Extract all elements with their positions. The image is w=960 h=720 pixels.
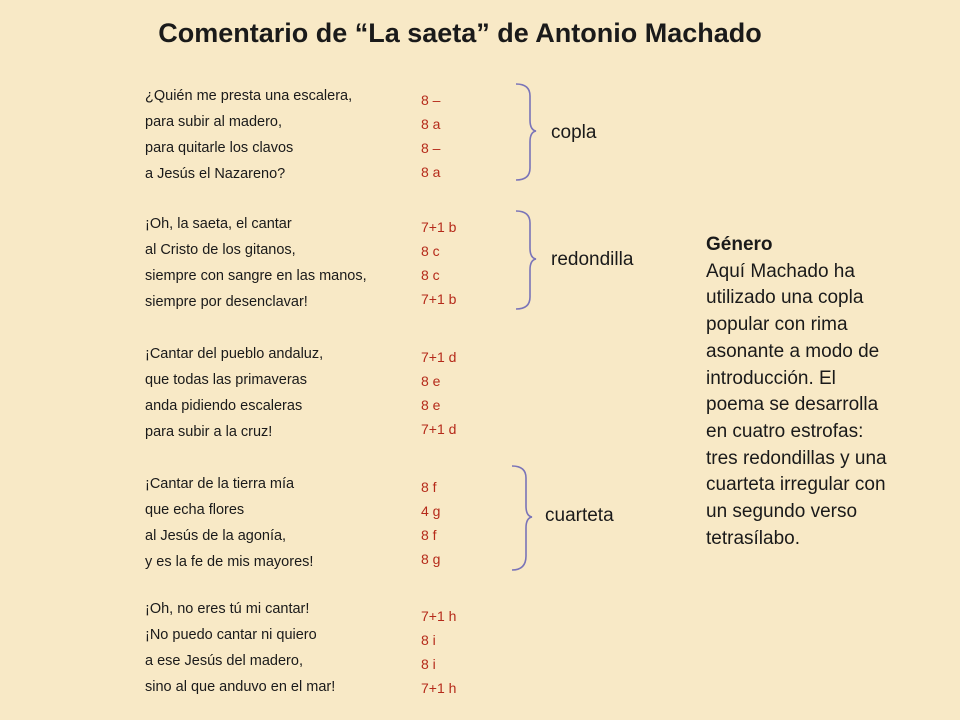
page-title: Comentario de “La saeta” de Antonio Machado [158, 18, 762, 48]
verse-line: ¡Oh, no eres tú mi cantar! [145, 601, 310, 617]
genre-section [706, 232, 936, 552]
meter-line: 7+1 d [421, 421, 457, 437]
genre-line: poema se desarrolla [706, 394, 879, 416]
genre-heading: Género [706, 234, 773, 255]
meter-line: 8 e [421, 397, 441, 413]
verse-line: al Jesús de la agonía, [145, 528, 287, 544]
verse-line: y es la fe de mis mayores! [145, 554, 314, 570]
brace-cuarteta-icon [508, 464, 534, 572]
verse-line: para subir al madero, [145, 114, 283, 130]
verse-line: al Cristo de los gitanos, [145, 242, 296, 258]
genre-line: popular con rima [706, 314, 848, 336]
meter-line: 7+1 b [421, 219, 457, 235]
verse-line: que echa flores [145, 502, 245, 518]
meter-line: 8 a [421, 164, 441, 180]
genre-line: cuarteta irregular con [706, 474, 886, 496]
verse-line: para subir a la cruz! [145, 424, 273, 440]
meter-line: 8 c [421, 267, 440, 283]
verse-line: ¡Cantar de la tierra mía [145, 476, 295, 492]
meter-line: 8 f [421, 527, 437, 543]
verse-line: siempre por desenclavar! [145, 294, 308, 310]
stanza-2 [145, 211, 367, 315]
verse-line: anda pidiendo escaleras [145, 398, 303, 414]
stanza-1 [145, 83, 352, 187]
genre-line: Aquí Machado ha [706, 260, 855, 282]
brace-redondilla-icon [512, 209, 538, 311]
meter-line: 8 a [421, 116, 441, 132]
meter-line: 4 g [421, 503, 441, 519]
meter-line: 8 i [421, 632, 436, 648]
meter-line: 7+1 d [421, 349, 457, 365]
verse-line: a Jesús el Nazareno? [145, 166, 286, 182]
meter-line: 7+1 h [421, 608, 457, 624]
label-redondilla: redondilla [551, 249, 634, 270]
genre-line: utilizado una copla [706, 287, 864, 309]
verse-line: ¡Cantar del pueblo andaluz, [145, 346, 324, 362]
brace-copla-icon [512, 82, 538, 182]
genre-line: en cuatro estrofas: [706, 420, 864, 442]
label-copla: copla [551, 122, 597, 143]
verse-line: ¿Quién me presta una escalera, [145, 88, 353, 104]
verse-line: ¡Oh, la saeta, el cantar [145, 216, 292, 232]
meter-line: 8 – [421, 140, 441, 156]
stanza-3 [145, 341, 323, 445]
meter-line: 8 – [421, 92, 441, 108]
verse-line: sino al que anduvo en el mar! [145, 679, 336, 695]
verse-line: siempre con sangre en las manos, [145, 268, 367, 284]
verse-line: ¡No puedo cantar ni quiero [145, 627, 317, 643]
meter-line: 8 f [421, 479, 437, 495]
label-cuarteta: cuarteta [545, 505, 614, 526]
meter-1 [421, 88, 440, 184]
meter-line: 8 g [421, 551, 441, 567]
meter-3 [421, 345, 456, 441]
genre-line: un segundo verso [706, 501, 858, 523]
meter-line: 8 e [421, 373, 441, 389]
meter-line: 8 c [421, 243, 440, 259]
verse-line: que todas las primaveras [145, 372, 307, 388]
genre-line: tres redondillas y una [706, 447, 887, 469]
meter-2 [421, 215, 456, 311]
meter-5 [421, 604, 456, 700]
verse-line: a ese Jesús del madero, [145, 653, 303, 669]
meter-4 [421, 475, 440, 571]
meter-line: 7+1 h [421, 680, 457, 696]
meter-line: 8 i [421, 656, 436, 672]
stanza-4 [145, 471, 313, 575]
genre-line: introducción. El [706, 367, 836, 389]
genre-line: tetrasílabo. [706, 527, 800, 549]
verse-line: para quitarle los clavos [145, 140, 294, 156]
meter-line: 7+1 b [421, 291, 457, 307]
genre-line: asonante a modo de [706, 340, 880, 362]
stanza-5 [145, 596, 335, 700]
